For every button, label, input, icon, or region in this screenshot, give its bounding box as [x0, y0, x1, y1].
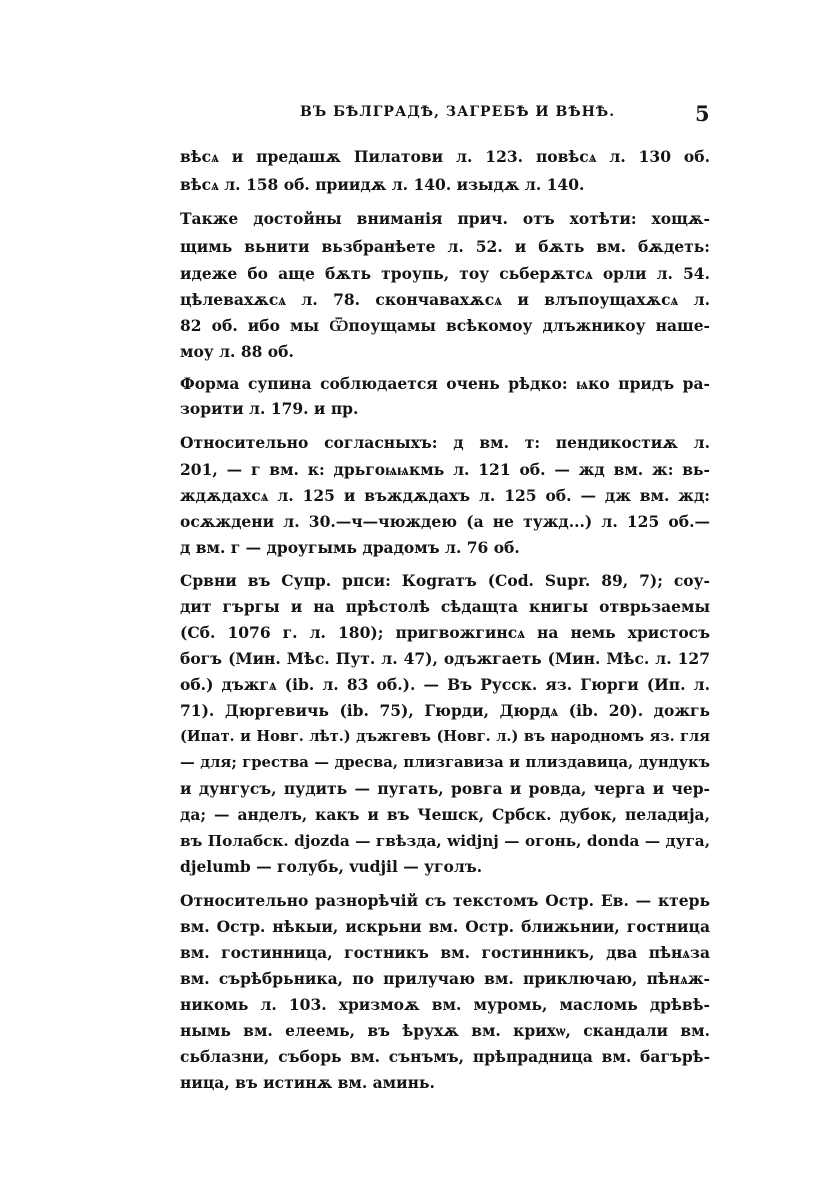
text-line: 71). Дюргевичь (ib. 75), Гюрди, Дюрдѧ (ib. 20). дожгь [180, 701, 710, 720]
text-line: Также достойны вниманія прич. отъ хотѣти: хощѫ- [180, 209, 710, 228]
text-line: осѫждени л. 30.—ч—чюждею (а не тужд...) л. 125 об.— [180, 512, 710, 531]
text-line: идеже бо аще бѫть троупь, тоу сьберѫтсѧ орли л. 54. [180, 264, 710, 283]
text-line: дит гъргы и на прѣстолѣ сѣдащта книгы отврьзаемы [180, 597, 710, 616]
text-line: богъ (Мин. Мѣс. Пут. л. 47), одъжгаеть (Мин. Мѣс. л. 127 [180, 649, 710, 668]
text-line: да; — анделъ, какъ и въ Чешск, Србск. дубок, пеладија, [180, 805, 710, 824]
text-line: зорити л. 179. и пр. [180, 399, 359, 418]
text-line: щимь вьнити вьзбранѣете л. 52. и бѫть вм. бѫдеть: [180, 237, 710, 256]
text-line: д вм. г — дроугымь драдомъ л. 76 об. [180, 538, 520, 557]
text-line: об.) дъжгѧ (ib. л. 83 об.). — Въ Русск. яз. Гюрги (Ип. л. [180, 675, 710, 694]
text-line: 201, — г вм. к: дрьгоѩѩкмь л. 121 об. — жд вм. ж: вь- [180, 460, 710, 479]
text-line: никомь л. 103. хризмоѫ вм. муромь, масломь дрѣвѣ- [180, 995, 710, 1014]
text-line: (Ипат. и Новг. лѣт.) дъжгевъ (Новг. л.) въ народномъ яз. гля [180, 728, 710, 745]
text-line: вм. сърѣбрьника, по прилучаю вм. приключаю, пѣнѧж- [180, 969, 710, 988]
text-line: вѣсѧ и предашѫ Пилатови л. 123. повѣсѧ л. 130 об. [180, 147, 710, 166]
text-line: сьблазни, съборь вм. сънъмъ, прѣпрадница вм. багърѣ- [180, 1047, 710, 1066]
text-line: вѣсѧ л. 158 об. приидѫ л. 140. изыдѫ л. 140. [180, 175, 585, 194]
running-head: ВЪ БѢЛГРАДѢ, ЗАГРЕБѢ И ВѢНѢ. [300, 104, 616, 120]
text-line: Срвни въ Супр. рпси: Кograтъ (Cod. Supr. 89, 7); соу- [180, 571, 710, 590]
text-line: Относительно согласныхъ: д вм. т: пендикостиѫ л. [180, 433, 710, 452]
text-line: — для; грества — дресва, плизгавиза и плиздавица, дундукъ [180, 754, 710, 771]
text-line: вм. гостинница, гостникъ вм. гостинникъ, два пѣнѧза [180, 943, 710, 962]
text-line: Форма супина соблюдается очень рѣдко: ѩко придъ ра- [180, 374, 710, 393]
page-number: 5 [695, 101, 710, 126]
text-line: ждѫдахсѧ л. 125 и въждѫдахъ л. 125 об. — дж вм. жд: [180, 486, 710, 505]
text-line: (Сб. 1076 г. л. 180); пригвожгинсѧ на немь христосъ [180, 623, 710, 642]
text-line: цѣлевахѫсѧ л. 78. скончавахѫсѧ и влъпоущахѫсѧ л. [180, 290, 710, 309]
text-line: djelumb — голубь, vudjil — уголъ. [180, 857, 483, 876]
text-line: моу л. 88 об. [180, 342, 294, 361]
text-line: нымь вм. елеемь, въ ѣрухѫ вм. крихѡ, скандали вм. [180, 1021, 710, 1040]
text-line: ница, въ истинѫ вм. аминь. [180, 1073, 435, 1092]
text-line: Относительно разнорѣчій съ текстомъ Остр. Ев. — ктерь [180, 891, 710, 910]
text-line: вм. Остр. нѣкыи, искрьни вм. Остр. ближьнии, гостница [180, 917, 710, 936]
text-line: въ Полабск. djozda — гвѣзда, widjnj — огонь, donda — дуга, [180, 832, 710, 850]
text-line: 82 об. ибо мы Ѿпоущамы всѣкомоу длъжникоу наше- [180, 316, 710, 335]
text-line: и дунгусъ, пудить — пугать, ровга и ровда, черга и чер- [180, 779, 710, 798]
